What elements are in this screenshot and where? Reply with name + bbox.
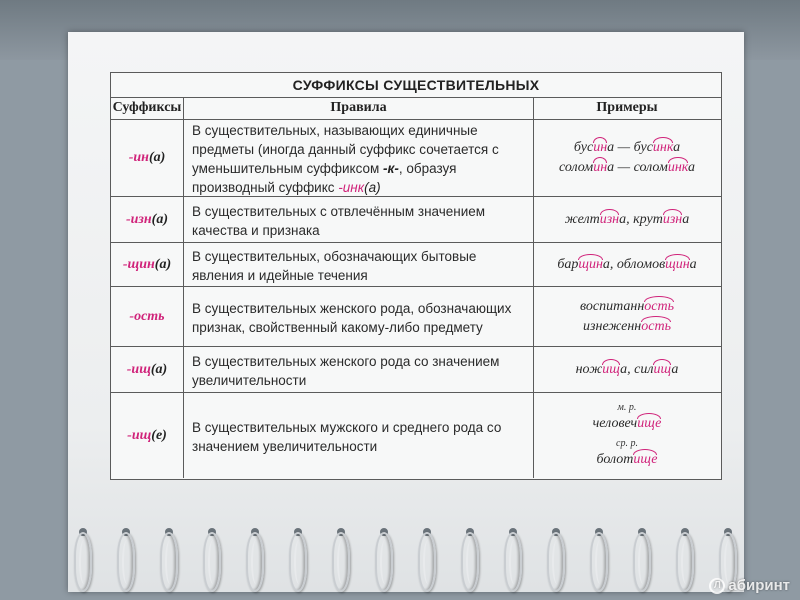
spiral-ring <box>332 532 350 592</box>
spiral-ring <box>590 532 608 592</box>
spiral-ring <box>203 532 221 592</box>
suffix-cell: -ость <box>129 308 165 324</box>
suffix-table <box>110 72 722 480</box>
suffix-cell: -ин (а) <box>128 149 166 165</box>
examples-cell <box>533 243 720 286</box>
suffix-cell: -щин (а) <box>122 256 172 272</box>
rule-cell: В существительных, обозначающих бытовые явления и идейные течения <box>183 243 533 286</box>
spiral-ring <box>74 532 92 592</box>
table-row <box>111 393 721 478</box>
example-line: изнеженность <box>583 318 671 334</box>
example-line: барщина, обломовщина <box>557 256 697 272</box>
example-line: воспитанность <box>580 298 674 314</box>
spiral-ring <box>418 532 436 592</box>
spiral-ring <box>461 532 479 592</box>
table-row <box>111 197 721 243</box>
examples-cell <box>533 119 720 196</box>
rule-cell: В существительных мужского и среднего рода со значением увеличительности <box>183 393 533 478</box>
examples-cell <box>533 393 720 478</box>
spiral-ring <box>160 532 178 592</box>
example-line: желтизна, крутизна <box>564 211 690 227</box>
suffix-cell: -изн (а) <box>125 211 168 227</box>
example-line: человечище <box>592 415 662 431</box>
header-suffixes: Суффиксы <box>112 100 182 115</box>
rule-cell: В существительных женского рода, обозначающих признак, свойственный какому-либо предмету <box>183 287 533 346</box>
header-examples: Примеры <box>533 97 720 119</box>
examples-cell <box>533 347 720 392</box>
spiral-ring <box>289 532 307 592</box>
gender-label: ср. р. <box>616 437 638 449</box>
spiral-ring <box>633 532 651 592</box>
rule-cell: В существительных с отвлечённым значением качества и признака <box>183 197 533 242</box>
table-row <box>111 119 721 197</box>
spiral-ring <box>504 532 522 592</box>
table-row <box>111 347 721 393</box>
table-row <box>111 287 721 347</box>
table-row <box>111 243 721 287</box>
watermark: Л абиринт <box>709 577 790 594</box>
gender-label: м. р. <box>617 401 637 413</box>
examples-cell <box>533 287 720 346</box>
spiral-ring <box>246 532 264 592</box>
spiral-ring <box>676 532 694 592</box>
example-line: болотище <box>596 451 658 467</box>
header-rules: Правила <box>183 97 533 119</box>
rule-cell: В существительных, называющих единичные предметы (иногда данный суффикс сочетается с уменьшительным суффиксом -к-, образуя производный суффикс -инк(а) <box>183 119 533 196</box>
spiral-ring <box>117 532 135 592</box>
spiral-ring <box>375 532 393 592</box>
spiral-ring <box>547 532 565 592</box>
rule-cell: В существительных женского рода со значением увеличительности <box>183 347 533 392</box>
example-line: бусина — бусинка <box>573 139 681 155</box>
suffix-cell: -ищ (е) <box>127 427 167 443</box>
table-title: СУФФИКСЫ СУЩЕСТВИТЕЛЬНЫХ <box>111 73 721 98</box>
labyrinth-logo-icon: Л <box>709 578 725 594</box>
suffix-cell: -ищ (а) <box>126 361 168 377</box>
examples-cell <box>533 197 720 242</box>
example-line: соломина — соломинка <box>559 159 695 175</box>
table-header-row <box>111 97 721 120</box>
example-line: ножища, силища <box>575 361 679 377</box>
